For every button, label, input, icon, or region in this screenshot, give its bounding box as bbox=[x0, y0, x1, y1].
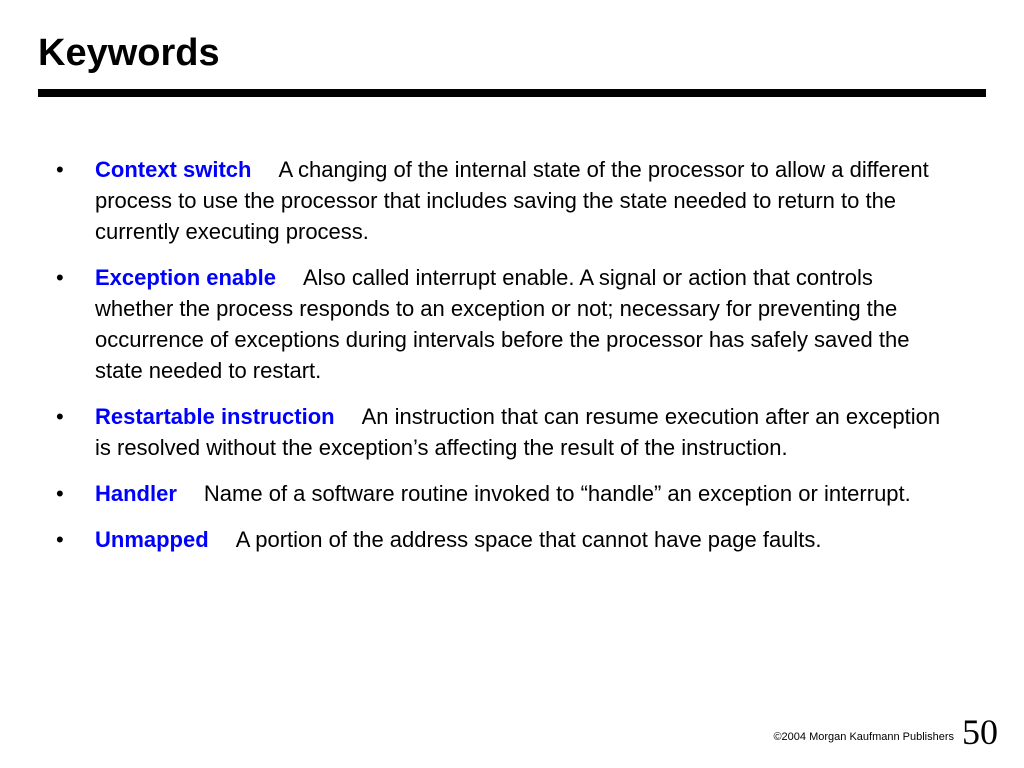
slide-title: Keywords bbox=[38, 32, 220, 74]
keyword-term: Restartable instruction bbox=[95, 404, 335, 429]
keyword-definition: Also called interrupt enable. A signal or action that controls whether the process responds to an exception or not; necessary for preventing the occurrence of exceptions during intervals before the processor has safely saved the state needed to restart. bbox=[95, 265, 910, 383]
bullet-icon: • bbox=[56, 265, 64, 290]
keyword-definition: An instruction that can resume execution after an exception is resolved without the exception’s affecting the result of the instruction. bbox=[95, 404, 941, 460]
title-divider bbox=[38, 89, 986, 97]
bullet-icon: • bbox=[56, 481, 64, 506]
keyword-list bbox=[0, 154, 1024, 570]
bullet-icon: • bbox=[56, 404, 64, 429]
keyword-term: Context switch bbox=[95, 157, 252, 182]
keyword-term: Unmapped bbox=[95, 527, 209, 552]
keyword-term: Handler bbox=[95, 481, 177, 506]
keyword-definition: A changing of the internal state of the processor to allow a different process to use the processor that includes saving the state needed to return to the currently executing process. bbox=[95, 157, 929, 244]
bullet-icon: • bbox=[56, 527, 64, 552]
list-item bbox=[0, 262, 945, 386]
bullet-icon: • bbox=[56, 157, 64, 182]
page-number: 50 bbox=[962, 712, 998, 752]
list-item bbox=[0, 524, 945, 555]
keyword-definition: Name of a software routine invoked to “handle” an exception or interrupt. bbox=[203, 481, 911, 506]
list-item bbox=[0, 401, 945, 463]
keyword-definition: A portion of the address space that cannot have page faults. bbox=[235, 527, 822, 552]
keyword-term: Exception enable bbox=[95, 265, 276, 290]
list-item bbox=[0, 478, 945, 509]
list-item bbox=[0, 154, 945, 247]
copyright-footer: ©2004 Morgan Kaufmann Publishers bbox=[773, 731, 954, 743]
